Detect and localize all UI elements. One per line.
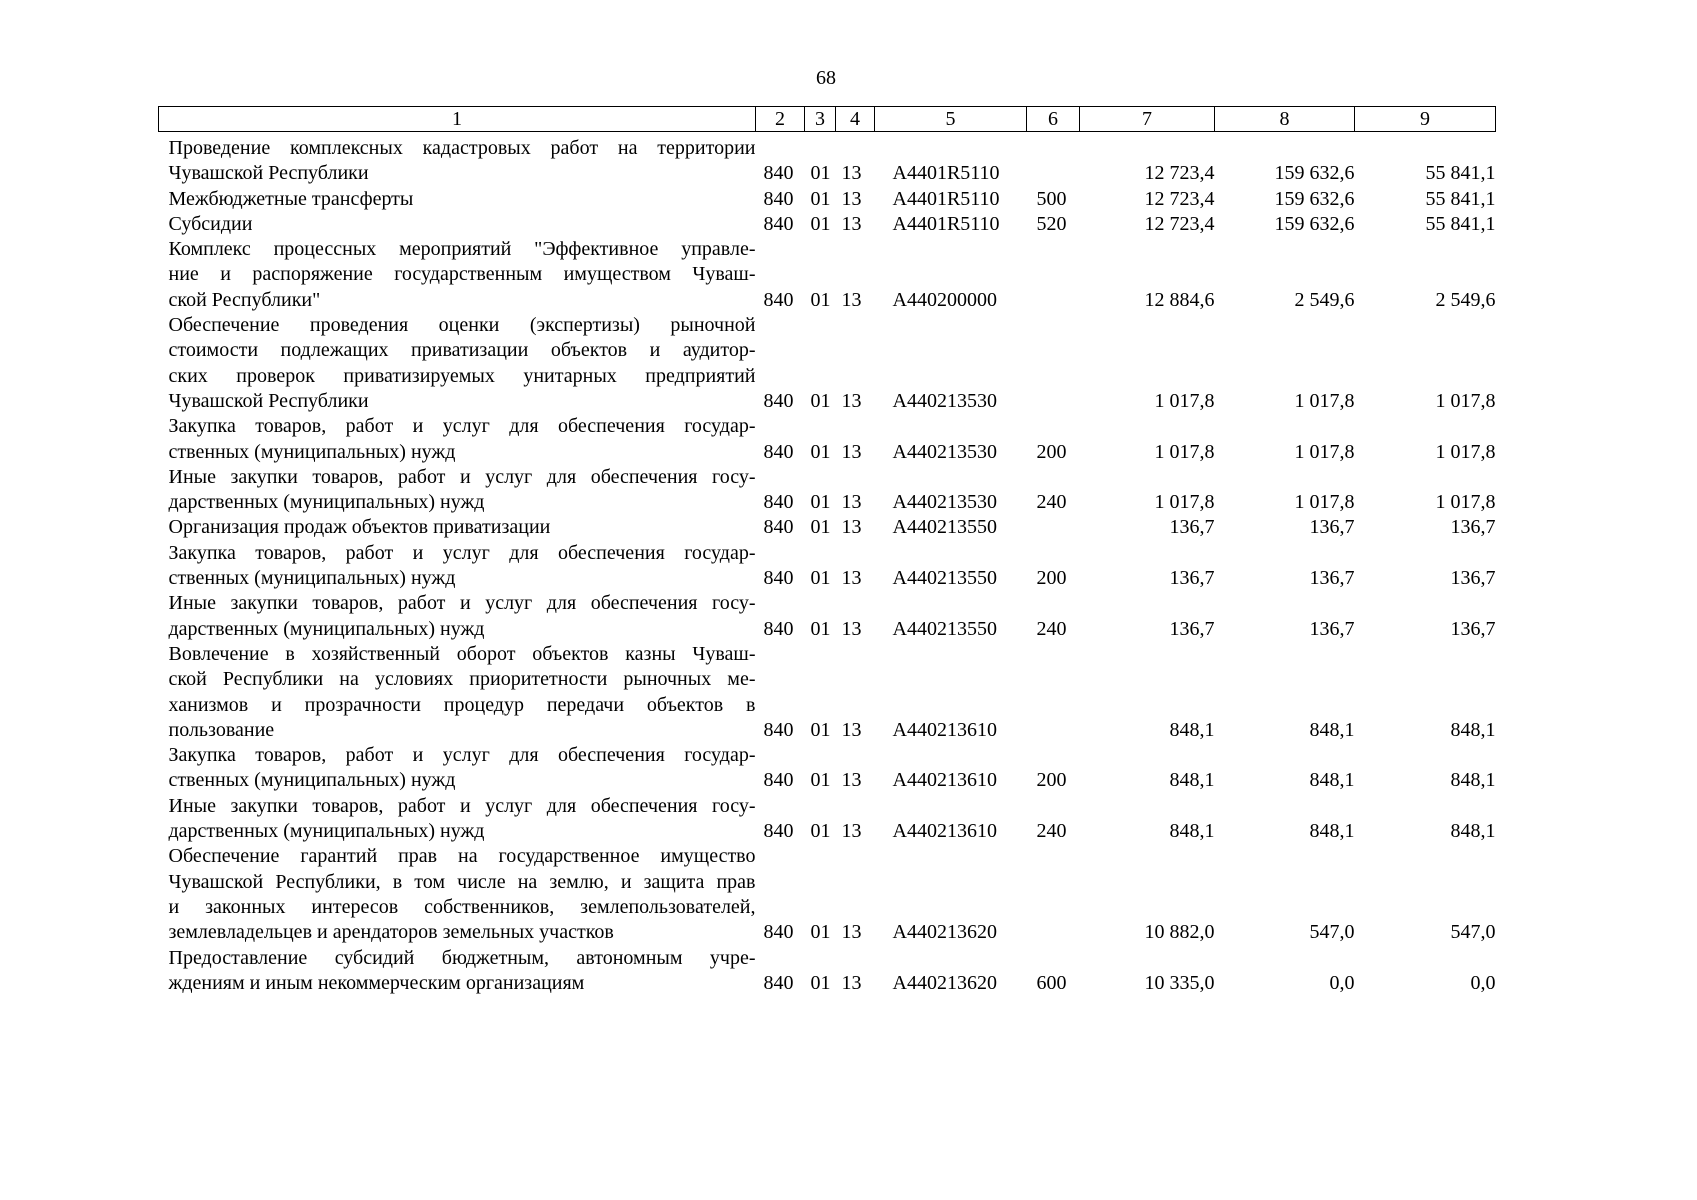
header-row — [159, 107, 1496, 132]
row-subsection-code: 13 — [841, 567, 862, 590]
table-row — [159, 465, 1496, 516]
row-name — [159, 313, 756, 414]
row-value-col9: 547,0 — [1450, 921, 1496, 944]
row-gr-code: 840 — [763, 491, 794, 514]
row-expense-type — [1027, 132, 1080, 187]
row-subsection-code: 13 — [841, 212, 862, 235]
row-value-col7: 136,7 — [1169, 617, 1215, 640]
table-row — [159, 591, 1496, 642]
row-expense-type: 520 — [1036, 212, 1067, 235]
row-value-col8: 1 017,8 — [1294, 491, 1355, 514]
row-value-col8: 547,0 — [1309, 921, 1355, 944]
row-section-code: 01 — [810, 718, 831, 741]
row-name-line: ской Республики на условиях приоритетности рыночных ме- — [168, 668, 756, 691]
row-gr-code: 840 — [763, 516, 794, 539]
table-row — [159, 642, 1496, 743]
row-name-line: Закупка товаров, работ и услуг для обеспечения государ- — [168, 744, 756, 767]
table-row — [159, 313, 1496, 414]
row-value-col8: 159 632,6 — [1274, 187, 1355, 210]
row-subsection-code: 13 — [841, 389, 862, 412]
table-row — [159, 541, 1496, 592]
row-expense-type: 240 — [1036, 820, 1067, 843]
row-value-col9: 848,1 — [1450, 769, 1496, 792]
row-section-code: 01 — [810, 820, 831, 843]
row-value-col7: 1 017,8 — [1154, 440, 1215, 463]
row-subsection-code: 13 — [841, 288, 862, 311]
row-section-code: 01 — [810, 567, 831, 590]
row-subsection-code: 13 — [841, 162, 862, 185]
row-subsection-code: 13 — [841, 921, 862, 944]
row-value-col7: 12 723,4 — [1144, 212, 1215, 235]
table-row — [159, 794, 1496, 845]
row-name-line: Чувашской Республики, в том числе на землю, и защита прав — [168, 870, 756, 893]
row-name-line: дарственных (муниципальных) нужд — [168, 820, 485, 843]
row-name-line: Организация продаж объектов приватизации — [168, 516, 551, 539]
row-name-line: Чувашской Республики — [168, 389, 369, 412]
row-section-code: 01 — [810, 288, 831, 311]
row-value-col8: 1 017,8 — [1294, 440, 1355, 463]
row-value-col7: 1 017,8 — [1154, 491, 1215, 514]
row-gr-code: 840 — [763, 617, 794, 640]
row-value-col8: 136,7 — [1309, 617, 1355, 640]
header-col-5: 5 — [875, 107, 1027, 132]
row-expense-type — [1027, 237, 1080, 313]
row-name-line: Закупка товаров, работ и услуг для обеспечения государ- — [168, 541, 756, 564]
row-subsection-code: 13 — [841, 440, 862, 463]
row-value-col7: 136,7 — [1169, 516, 1215, 539]
row-target-article: A4401R5110 — [892, 162, 1000, 185]
row-section-code: 01 — [810, 491, 831, 514]
row-expense-type — [1027, 642, 1080, 743]
row-value-col7: 10 335,0 — [1144, 971, 1215, 994]
row-gr-code: 840 — [763, 440, 794, 463]
row-target-article: A440213610 — [892, 718, 997, 741]
row-value-col9: 136,7 — [1450, 516, 1496, 539]
row-name-line: ственных (муниципальных) нужд — [168, 769, 456, 792]
row-expense-type: 240 — [1036, 617, 1067, 640]
row-target-article: A440213550 — [892, 617, 997, 640]
row-name-line: Закупка товаров, работ и услуг для обеспечения государ- — [168, 415, 756, 438]
row-name-line: Комплекс процессных мероприятий "Эффективное управле- — [168, 238, 756, 261]
table-row — [159, 132, 1496, 187]
row-name-line: Обеспечение проведения оценки (экспертизы) рыночной — [168, 314, 756, 337]
row-subsection-code: 13 — [841, 516, 862, 539]
header-col-2: 2 — [756, 107, 805, 132]
row-section-code: 01 — [810, 921, 831, 944]
row-expense-type: 240 — [1036, 491, 1067, 514]
row-name-line: и законных интересов собственников, землепользователей, — [168, 895, 756, 918]
row-section-code: 01 — [810, 162, 831, 185]
row-name — [159, 642, 756, 743]
row-name-line: Предоставление субсидий бюджетным, автономным учре- — [168, 946, 756, 969]
row-expense-type — [1027, 313, 1080, 414]
table-header — [159, 107, 1496, 132]
row-name-line: ние и распоряжение государственным имуществом Чуваш- — [168, 263, 756, 286]
row-value-col9: 0,0 — [1470, 971, 1496, 994]
row-gr-code: 840 — [763, 718, 794, 741]
row-gr-code: 840 — [763, 389, 794, 412]
row-subsection-code: 13 — [841, 187, 862, 210]
header-col-9: 9 — [1355, 107, 1496, 132]
row-target-article: A4401R5110 — [892, 212, 1000, 235]
row-value-col8: 1 017,8 — [1294, 389, 1355, 412]
row-gr-code: 840 — [763, 212, 794, 235]
row-name-line: Обеспечение гарантий прав на государственное имущество — [168, 845, 756, 868]
row-value-col8: 0,0 — [1329, 971, 1355, 994]
row-value-col7: 12 723,4 — [1144, 187, 1215, 210]
row-target-article: A440213620 — [892, 921, 997, 944]
row-section-code: 01 — [810, 440, 831, 463]
row-name — [159, 743, 756, 794]
header-col-8: 8 — [1215, 107, 1355, 132]
row-value-col7: 1 017,8 — [1154, 389, 1215, 412]
row-gr-code: 840 — [763, 567, 794, 590]
row-subsection-code: 13 — [841, 617, 862, 640]
row-name-line: стоимости подлежащих приватизации объектов и аудитор- — [168, 339, 756, 362]
table-row — [159, 844, 1496, 945]
row-target-article: A440213610 — [892, 769, 997, 792]
row-name — [159, 515, 756, 540]
row-value-col7: 10 882,0 — [1144, 921, 1215, 944]
row-expense-type: 200 — [1036, 567, 1067, 590]
row-name — [159, 212, 756, 237]
row-gr-code: 840 — [763, 187, 794, 210]
table-row — [159, 212, 1496, 237]
header-col-7: 7 — [1080, 107, 1215, 132]
row-target-article: A440213610 — [892, 820, 997, 843]
row-expense-type: 200 — [1036, 769, 1067, 792]
row-name — [159, 187, 756, 212]
row-section-code: 01 — [810, 187, 831, 210]
row-value-col9: 1 017,8 — [1435, 491, 1496, 514]
row-value-col8: 848,1 — [1309, 769, 1355, 792]
row-value-col8: 136,7 — [1309, 567, 1355, 590]
row-value-col9: 848,1 — [1450, 820, 1496, 843]
row-target-article: A440200000 — [892, 288, 997, 311]
header-col-3: 3 — [805, 107, 836, 132]
row-name-line: Межбюджетные трансферты — [168, 187, 414, 210]
header-col-4: 4 — [836, 107, 875, 132]
row-value-col7: 136,7 — [1169, 567, 1215, 590]
row-name-line: дарственных (муниципальных) нужд — [168, 491, 485, 514]
row-value-col7: 848,1 — [1169, 820, 1215, 843]
row-subsection-code: 13 — [841, 491, 862, 514]
row-expense-type — [1027, 515, 1080, 540]
row-section-code: 01 — [810, 971, 831, 994]
header-col-6: 6 — [1027, 107, 1080, 132]
table-row — [159, 743, 1496, 794]
row-name — [159, 541, 756, 592]
row-target-article: A440213550 — [892, 567, 997, 590]
row-name-line: ханизмов и прозрачности процедур передачи объектов в — [168, 693, 756, 716]
row-gr-code: 840 — [763, 971, 794, 994]
row-expense-type: 200 — [1036, 440, 1067, 463]
row-name — [159, 844, 756, 945]
row-name-line: ской Республики" — [168, 288, 321, 311]
page-number: 68 — [816, 67, 836, 89]
row-name-line: ских проверок приватизируемых унитарных предприятий — [168, 364, 756, 387]
table-body — [159, 132, 1496, 997]
row-value-col7: 12 723,4 — [1144, 162, 1215, 185]
row-name-line: пользование — [168, 718, 275, 741]
row-name — [159, 946, 756, 997]
row-value-col7: 848,1 — [1169, 769, 1215, 792]
row-value-col8: 848,1 — [1309, 718, 1355, 741]
row-name-line: Проведение комплексных кадастровых работ на территории — [168, 137, 756, 159]
row-expense-type — [1027, 844, 1080, 945]
row-name-line: Иные закупки товаров, работ и услуг для обеспечения госу- — [168, 592, 756, 615]
row-value-col7: 12 884,6 — [1144, 288, 1215, 311]
row-value-col9: 2 549,6 — [1435, 288, 1496, 311]
row-target-article: A440213530 — [892, 491, 997, 514]
row-name-line: Вовлечение в хозяйственный оборот объектов казны Чуваш- — [168, 642, 756, 665]
row-name — [159, 794, 756, 845]
row-value-col9: 55 841,1 — [1425, 212, 1496, 235]
row-subsection-code: 13 — [841, 971, 862, 994]
row-value-col8: 159 632,6 — [1274, 162, 1355, 185]
row-name-line: Субсидии — [168, 212, 253, 235]
row-value-col9: 1 017,8 — [1435, 389, 1496, 412]
row-gr-code: 840 — [763, 162, 794, 185]
row-gr-code: 840 — [763, 921, 794, 944]
row-value-col8: 848,1 — [1309, 820, 1355, 843]
row-value-col9: 55 841,1 — [1425, 187, 1496, 210]
row-value-col9: 55 841,1 — [1425, 162, 1496, 185]
row-section-code: 01 — [810, 617, 831, 640]
row-target-article: A440213530 — [892, 440, 997, 463]
row-section-code: 01 — [810, 389, 831, 412]
row-name-line: ственных (муниципальных) нужд — [168, 567, 456, 590]
row-target-article: A440213620 — [892, 971, 997, 994]
table-row — [159, 414, 1496, 465]
row-name — [159, 465, 756, 516]
row-name-line: ственных (муниципальных) нужд — [168, 440, 456, 463]
header-col-1: 1 — [159, 107, 756, 132]
row-gr-code: 840 — [763, 820, 794, 843]
row-value-col8: 136,7 — [1309, 516, 1355, 539]
row-value-col8: 2 549,6 — [1294, 288, 1355, 311]
row-value-col9: 1 017,8 — [1435, 440, 1496, 463]
row-name-line: дарственных (муниципальных) нужд — [168, 617, 485, 640]
row-name — [159, 237, 756, 313]
row-subsection-code: 13 — [841, 769, 862, 792]
budget-table — [158, 106, 1496, 996]
row-value-col7: 848,1 — [1169, 718, 1215, 741]
table-row — [159, 237, 1496, 313]
row-value-col8: 159 632,6 — [1274, 212, 1355, 235]
row-value-col9: 136,7 — [1450, 567, 1496, 590]
row-name — [159, 132, 756, 187]
row-section-code: 01 — [810, 769, 831, 792]
row-subsection-code: 13 — [841, 820, 862, 843]
budget-table-container — [158, 106, 1495, 996]
row-value-col9: 848,1 — [1450, 718, 1496, 741]
table-row — [159, 515, 1496, 540]
row-target-article: A440213530 — [892, 389, 997, 412]
table-row — [159, 187, 1496, 212]
row-target-article: A440213550 — [892, 516, 997, 539]
row-section-code: 01 — [810, 516, 831, 539]
row-expense-type: 600 — [1036, 971, 1067, 994]
row-name-line: Чувашской Республики — [168, 162, 369, 185]
row-value-col9: 136,7 — [1450, 617, 1496, 640]
row-name — [159, 414, 756, 465]
row-name-line: Иные закупки товаров, работ и услуг для обеспечения госу- — [168, 465, 756, 488]
row-name-line: Иные закупки товаров, работ и услуг для обеспечения госу- — [168, 794, 756, 817]
row-section-code: 01 — [810, 212, 831, 235]
row-subsection-code: 13 — [841, 718, 862, 741]
row-target-article: A4401R5110 — [892, 187, 1000, 210]
table-row — [159, 946, 1496, 997]
row-name-line: ждениям и иным некоммерческим организациям — [168, 971, 585, 994]
row-gr-code: 840 — [763, 769, 794, 792]
row-name-line: землевладельцев и арендаторов земельных участков — [168, 921, 614, 944]
row-name — [159, 591, 756, 642]
row-gr-code: 840 — [763, 288, 794, 311]
row-expense-type: 500 — [1036, 187, 1067, 210]
